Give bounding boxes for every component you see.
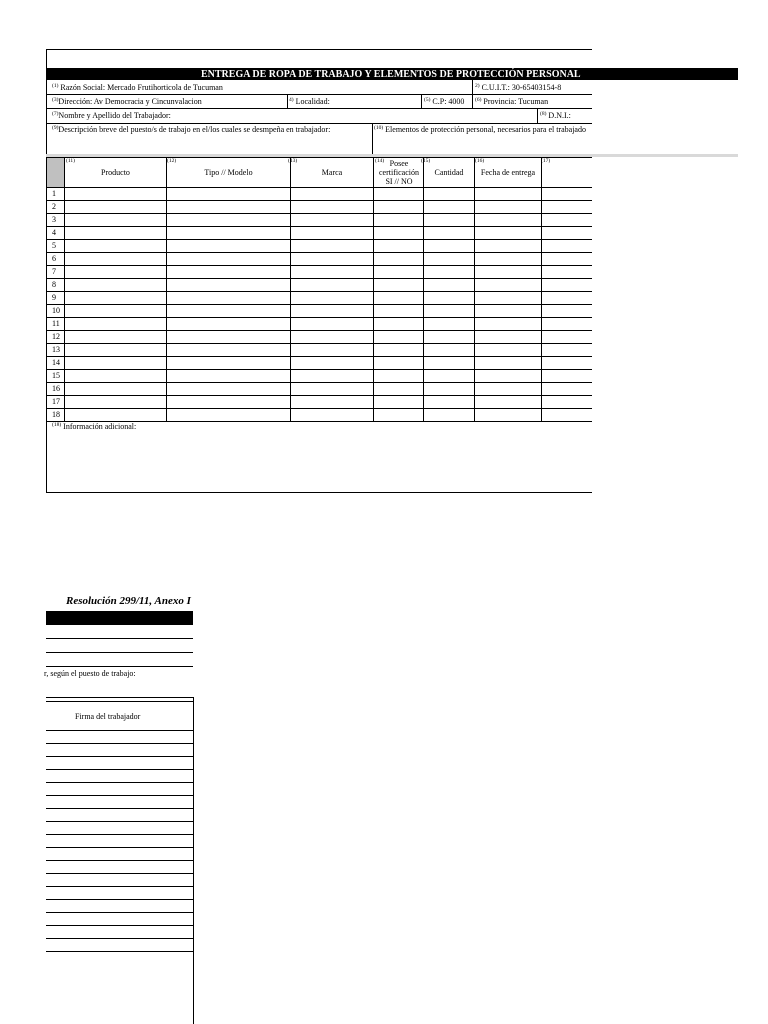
page2-table-row bbox=[46, 730, 193, 731]
table-row-number: 10 bbox=[52, 306, 60, 315]
table-row bbox=[46, 226, 592, 227]
page2-table-row bbox=[46, 938, 193, 939]
table-row bbox=[46, 356, 592, 357]
cp-field: $^{(5)}$ C.P: 4000 bbox=[424, 97, 465, 106]
table-row-number: 17 bbox=[52, 397, 60, 406]
page2-table-row bbox=[46, 886, 193, 887]
table-row bbox=[46, 382, 592, 383]
cuit-field: $^{2)}$ C.U.I.T.: 30-65403154-8 bbox=[475, 83, 562, 92]
page2-table-row bbox=[46, 873, 193, 874]
col-num-15: (15) bbox=[421, 158, 431, 164]
informacion-adicional-field: $^{(18)}$ Información adicional: bbox=[52, 422, 137, 431]
table-row-number: 9 bbox=[52, 293, 56, 302]
page2-table-row bbox=[46, 795, 193, 796]
table-row-number: 11 bbox=[52, 319, 60, 328]
page2-title-bar bbox=[46, 611, 193, 624]
table-row bbox=[46, 252, 592, 253]
page2-table-row bbox=[46, 925, 193, 926]
page2-table-row bbox=[46, 912, 193, 913]
table-row-number: 6 bbox=[52, 254, 56, 263]
razon-social-field: $^{(1)}$ Razón Social: Mercado Frutihorticola de Tucuman bbox=[52, 83, 223, 92]
descripcion-field: $^{(9)}$Descripción breve del puesto/s de trabajo en el/los cuales se desmpeña en trabajador: bbox=[52, 125, 331, 134]
table-row bbox=[46, 239, 592, 240]
table-row bbox=[46, 291, 592, 292]
table-row bbox=[46, 200, 592, 201]
elementos-continuation: r, según el puesto de trabajo: bbox=[44, 669, 136, 678]
table-row bbox=[46, 278, 592, 279]
col-num-12: (12) bbox=[167, 158, 177, 164]
table-row-number: 8 bbox=[52, 280, 56, 289]
page2-table-row bbox=[46, 756, 193, 757]
table-row-number: 5 bbox=[52, 241, 56, 250]
table-row-number: 15 bbox=[52, 371, 60, 380]
page2-table-row bbox=[46, 951, 193, 952]
localidad-field: $^{4)}$ Localidad: bbox=[289, 97, 330, 106]
table-row bbox=[46, 304, 592, 305]
table-row-number: 7 bbox=[52, 267, 56, 276]
table-row bbox=[46, 265, 592, 266]
col-header-cantidad: Cantidad bbox=[434, 168, 464, 177]
table-row-number: 4 bbox=[52, 228, 56, 237]
resolucion-label: Resolución 299/11, Anexo I bbox=[66, 595, 191, 607]
col-header-marca: Marca bbox=[321, 168, 343, 177]
page2-table-row bbox=[46, 899, 193, 900]
elementos-field: $^{(10)}$ Elementos de protección personal, necesarios para el trabajado bbox=[374, 125, 586, 134]
col-header-fecha: Fecha de entrega bbox=[480, 168, 536, 177]
table-row bbox=[46, 213, 592, 214]
table-row-number: 14 bbox=[52, 358, 60, 367]
col-num-17: (17) bbox=[541, 158, 551, 164]
col-num-11: (11) bbox=[66, 158, 75, 164]
col-header-producto: Producto bbox=[101, 168, 130, 177]
col-num-13: (13) bbox=[288, 158, 298, 164]
table-row-number: 3 bbox=[52, 215, 56, 224]
page2-table-row bbox=[46, 769, 193, 770]
form-title: ENTREGA DE ROPA DE TRABAJO Y ELEMENTOS DE PROTECCIÓN PERSONAL bbox=[201, 69, 581, 80]
col-header-tipo-modelo: Tipo // Modelo bbox=[204, 168, 253, 177]
row-header-corner bbox=[47, 158, 64, 187]
dni-field: $^{(8)}$ D.N.I.: bbox=[540, 111, 571, 120]
table-row bbox=[46, 343, 592, 344]
page2-table-row bbox=[46, 782, 193, 783]
table-row bbox=[46, 395, 592, 396]
col-header-certificacion: Posee certificación SI // NO bbox=[379, 159, 419, 186]
table-row bbox=[46, 317, 592, 318]
table-row-number: 18 bbox=[52, 410, 60, 419]
page2-table-row bbox=[46, 834, 193, 835]
direccion-field: $^{(3)}$Dirección: Av Democracia y Cincunvalacion bbox=[52, 97, 202, 106]
col-num-16: (16) bbox=[475, 158, 485, 164]
page2-table-row bbox=[46, 808, 193, 809]
page2-table-row bbox=[46, 847, 193, 848]
page2-table-row bbox=[46, 743, 193, 744]
page2-table-row bbox=[46, 821, 193, 822]
table-row bbox=[46, 408, 592, 409]
table-row-number: 2 bbox=[52, 202, 56, 211]
table-row-number: 1 bbox=[52, 189, 56, 198]
col-num-14: (14) bbox=[375, 158, 385, 164]
table-row bbox=[46, 330, 592, 331]
provincia-field: $^{(6)}$ Provincia: Tucuman bbox=[475, 97, 549, 106]
firma-del-trabajador: Firma del trabajador bbox=[75, 712, 141, 721]
table-row bbox=[46, 369, 592, 370]
table-row-number: 12 bbox=[52, 332, 60, 341]
table-row-number: 13 bbox=[52, 345, 60, 354]
page2-table-row bbox=[46, 860, 193, 861]
table-row-number: 16 bbox=[52, 384, 60, 393]
nombre-field: $^{(7)}$Nombre y Apellido del Trabajador: bbox=[52, 111, 171, 120]
